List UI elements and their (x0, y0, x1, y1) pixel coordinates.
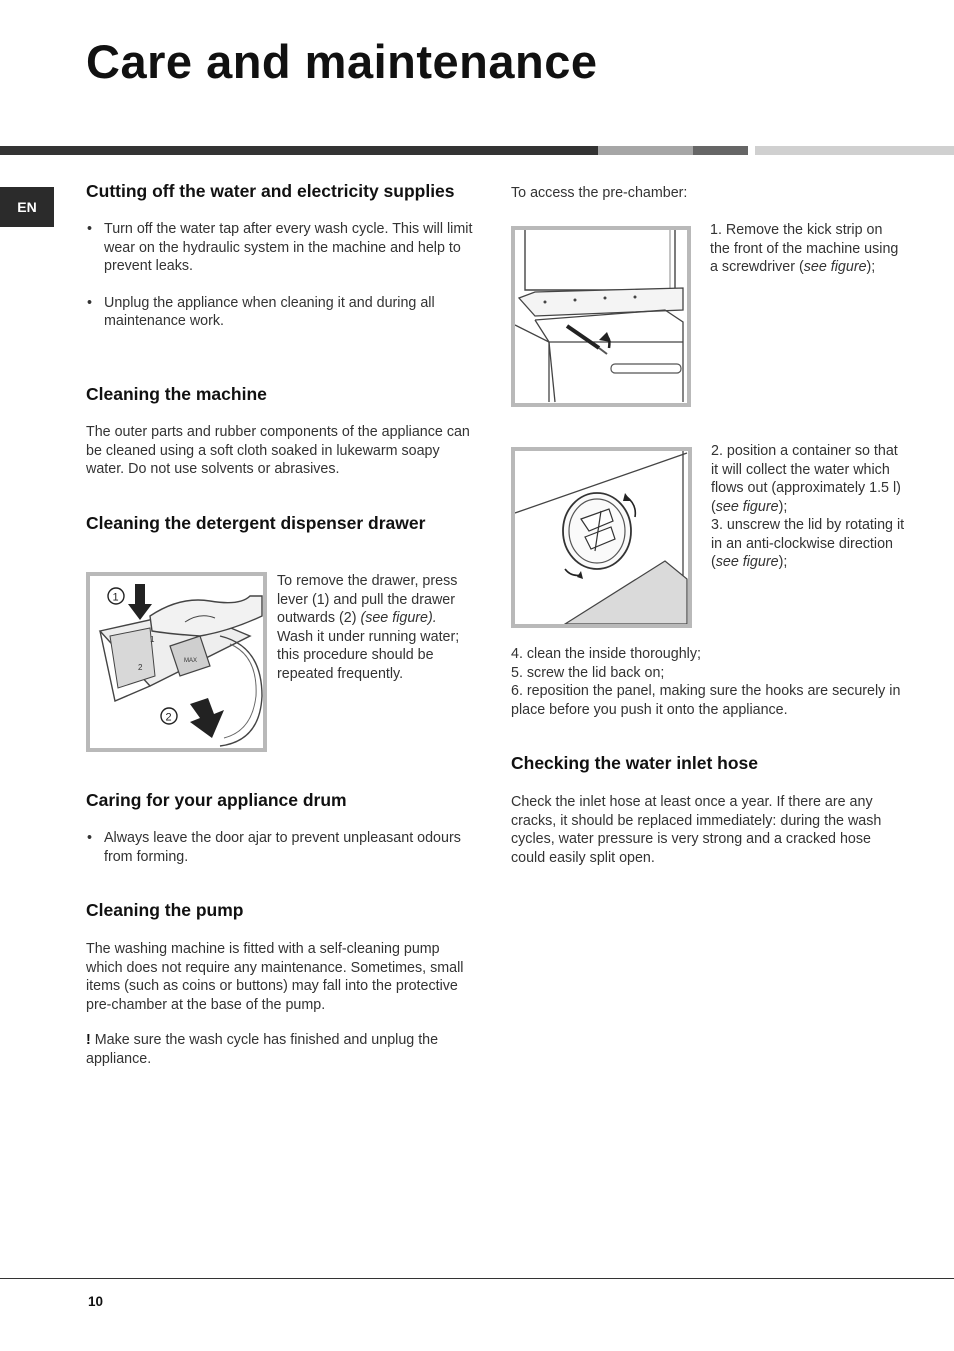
dispenser-drawer-illustration (90, 576, 263, 748)
dispenser-instructions: To remove the drawer, press lever (1) and pull the drawer outwards (2) (see figure). Wash it under running water; this procedure should be repeated frequently. (277, 573, 460, 682)
kick-strip-illustration (515, 230, 687, 403)
heading-inlet-hose: Checking the water inlet hose (511, 753, 758, 773)
section-pump (86, 901, 478, 1068)
header-rule-dark-2 (693, 146, 748, 155)
inlet-hose-text: Check the inlet hose at least once a year. If there are any cracks, it should be replaced immediately: during the wash cycles, water pressure is very strong and a cracked hose could easily split open. (511, 794, 882, 866)
step-4: 4. clean the inside thoroughly; (511, 646, 701, 662)
page-title: Care and maintenance (86, 35, 598, 88)
step-1: 1. Remove the kick strip on the front of the machine using a screwdriver (see figure); (710, 222, 899, 275)
list-item: • Unplug the appliance when cleaning it and during all maintenance work. (86, 294, 476, 331)
figure-dispenser-drawer (86, 572, 267, 752)
step-3: 3. unscrew the lid by rotating it in an anti-clockwise direction (see figure); (711, 517, 905, 570)
tray-label-2: 2 (138, 663, 143, 672)
section-drum (86, 791, 478, 866)
step-2-3-text (711, 442, 907, 572)
heading-drum: Caring for your appliance drum (86, 790, 347, 810)
language-tab: EN (0, 187, 54, 227)
callout-2: 2 (165, 711, 172, 724)
heading-dispenser: Cleaning the detergent dispenser drawer (86, 513, 426, 533)
section-water-electricity (86, 182, 476, 331)
heading-water-electricity: Cutting off the water and electricity supplies (86, 181, 455, 201)
footer-rule (0, 1278, 954, 1279)
header-rule-light (755, 146, 954, 155)
section-inlet-hose (511, 754, 903, 867)
pump-text: The washing machine is fitted with a self-cleaning pump which does not require any maintenance. Sometimes, small items (such as coins or buttons) may fall into the protective pre-chamber at the base of the pump. (86, 941, 464, 1013)
step-5: 5. screw the lid back on; (511, 664, 665, 681)
heading-pump: Cleaning the pump (86, 900, 244, 920)
section-cleaning-machine (86, 385, 478, 479)
step-6: 6. reposition the panel, making sure the hooks are securely in place before you push it onto the appliance. (511, 683, 901, 718)
list-item: • Turn off the water tap after every wash cycle. This will limit wear on the hydraulic system in the machine and help to prevent leaks. (86, 220, 476, 276)
callout-1: 1 (112, 591, 119, 604)
list-item: • Always leave the door ajar to prevent unpleasant odours from forming. (86, 829, 478, 866)
tray-label-1: 1 (150, 635, 155, 644)
heading-cleaning-machine: Cleaning the machine (86, 384, 267, 404)
bullet-list (86, 829, 478, 866)
warning-icon: ! (86, 1032, 91, 1048)
bullet-list (86, 220, 476, 331)
dispenser-text (277, 572, 475, 683)
cleaning-machine-text: The outer parts and rubber components of the appliance can be cleaned using a soft cloth soaked in lukewarm soapy water. Do not use solvents or abrasives. (86, 424, 470, 477)
section-dispenser (86, 514, 478, 533)
step-1-text (710, 221, 906, 277)
pre-chamber-intro: To access the pre-chamber: (511, 185, 688, 201)
figure-kick-strip (511, 226, 691, 407)
figure-pump-lid (511, 447, 692, 628)
step-2: 2. position a container so that it will collect the water which flows out (approximately 1.5 l) (see figure); (711, 443, 901, 515)
header-rule-dark (0, 146, 598, 155)
pump-lid-illustration (515, 451, 688, 624)
header-rule-mid (598, 146, 693, 155)
steps-after (511, 645, 903, 719)
page-number: 10 (88, 1294, 104, 1309)
pump-warning: ! Make sure the wash cycle has finished and unplug the appliance. (86, 1032, 439, 1067)
max-label: MAX (184, 658, 198, 664)
